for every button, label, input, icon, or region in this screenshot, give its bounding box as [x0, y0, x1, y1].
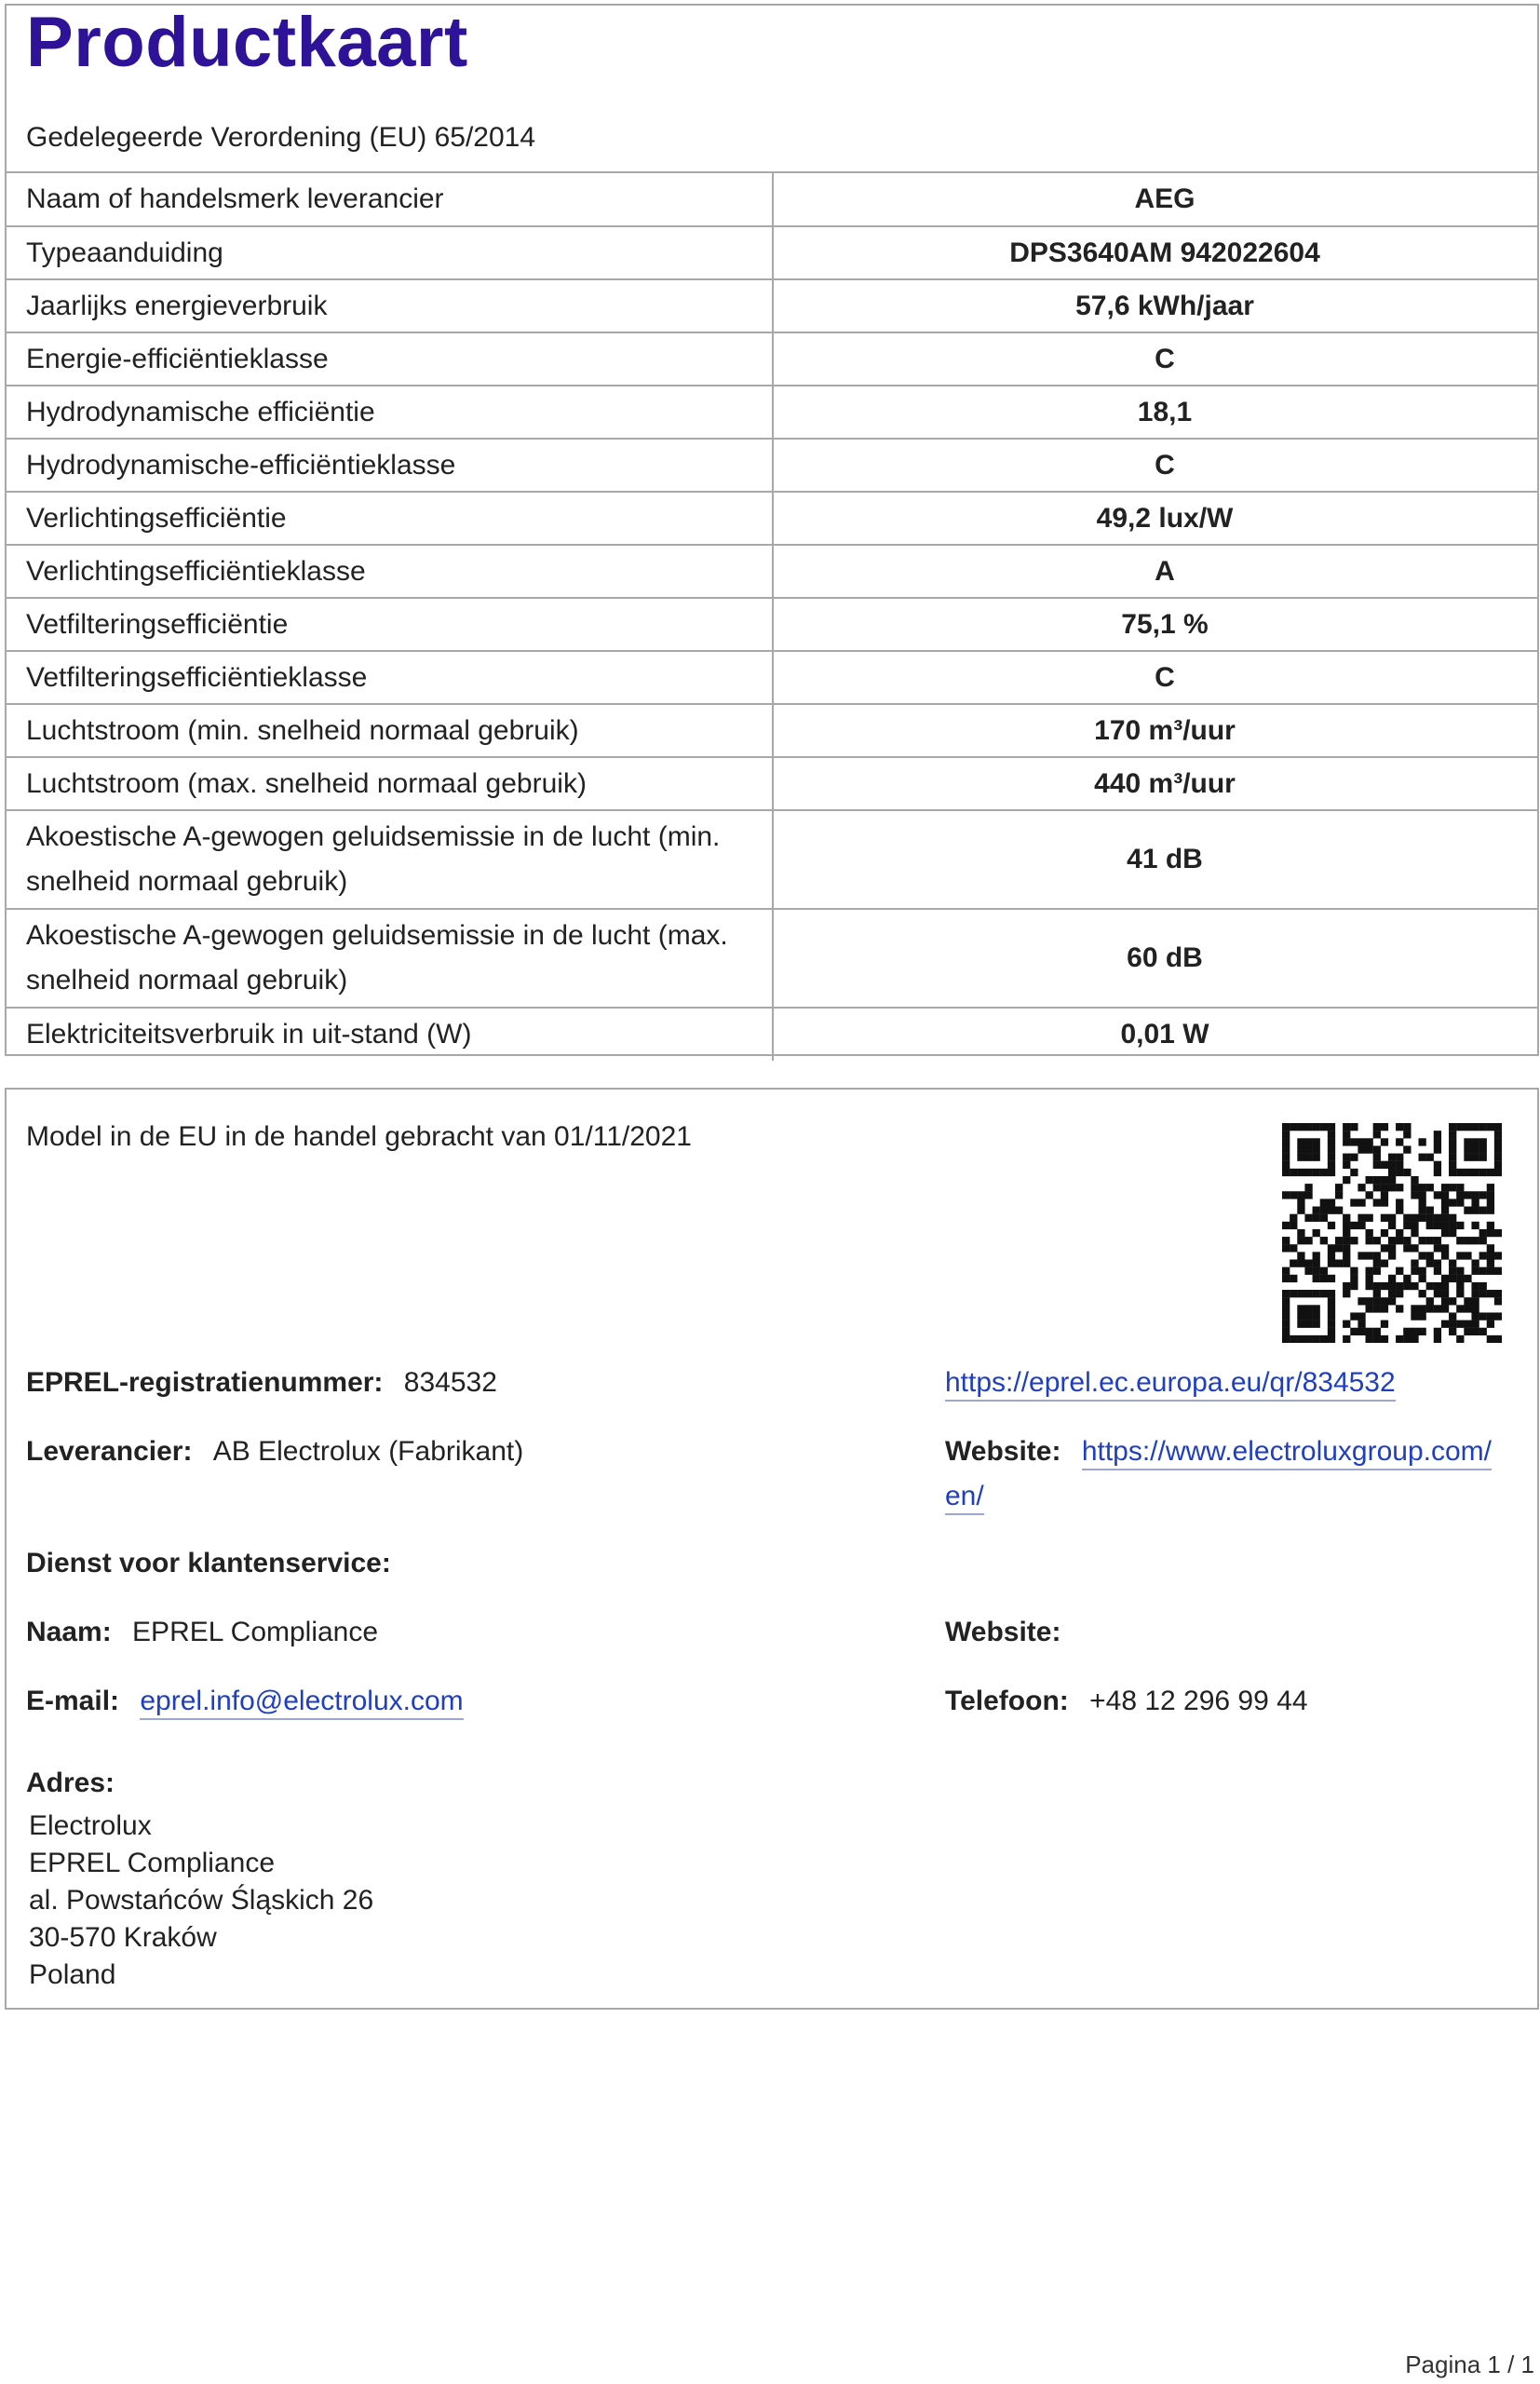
spec-row: [7, 439, 1537, 492]
spec-label: Luchtstroom (max. snelheid normaal gebruik): [7, 757, 773, 810]
spec-label: Elektriciteitsverbruik in uit-stand (W): [7, 1008, 773, 1061]
spec-value: 18,1: [773, 386, 1537, 439]
spec-value: C: [773, 332, 1537, 386]
title-row: [7, 3, 1537, 86]
supplier-label: Leverancier:: [26, 1436, 193, 1467]
regulation-text: Gedelegeerde Verordening (EU) 65/2014: [7, 86, 1537, 173]
spec-row: [7, 173, 1537, 226]
spec-label: Typeaanduiding: [7, 226, 773, 279]
spec-label: Hydrodynamische-efficiëntieklasse: [7, 439, 773, 492]
spec-label: Vetfilteringsefficiëntie: [7, 598, 773, 651]
spec-value: 49,2 lux/W: [773, 492, 1537, 545]
spec-label: Luchtstroom (min. snelheid normaal gebruik): [7, 704, 773, 757]
phone-row: [945, 1686, 1308, 1717]
phone-value: +48 12 296 99 44: [1089, 1686, 1308, 1716]
supplier-row: [26, 1436, 523, 1468]
eprel-url-link[interactable]: https://eprel.ec.europa.eu/qr/834532: [945, 1367, 1396, 1402]
spec-label: Verlichtingsefficiëntie: [7, 492, 773, 545]
customer-service-heading: Dienst voor klantenservice:: [26, 1548, 391, 1578]
address-line: 30-570 Kraków: [29, 1922, 217, 1953]
spec-value: 60 dB: [773, 909, 1537, 1008]
spec-label: Energie-efficiëntieklasse: [7, 332, 773, 386]
spec-row: [7, 492, 1537, 545]
email-link[interactable]: eprel.info@electrolux.com: [140, 1686, 463, 1720]
spec-row: [7, 704, 1537, 757]
spec-row: [7, 226, 1537, 279]
spec-label: Naam of handelsmerk leverancier: [7, 173, 773, 226]
eprel-url-container: [945, 1367, 1396, 1399]
contact-name-row: [26, 1617, 378, 1648]
supplier-website-link-end[interactable]: en/: [945, 1481, 984, 1515]
contact-name-label: Naam:: [26, 1617, 112, 1647]
contact-name-value: EPREL Compliance: [132, 1617, 379, 1647]
customer-service-website-label: Website:: [945, 1617, 1061, 1647]
spec-value: AEG: [773, 173, 1537, 226]
spec-row: [7, 332, 1537, 386]
spec-value: A: [773, 545, 1537, 598]
supplier-website-label: Website:: [945, 1436, 1061, 1467]
spec-value: 170 m³/uur: [773, 704, 1537, 757]
info-box: [5, 1088, 1539, 2010]
spec-row: [7, 757, 1537, 810]
spec-row: [7, 279, 1537, 332]
address-line: Electrolux: [29, 1810, 152, 1841]
spec-row: [7, 810, 1537, 909]
spec-value: 41 dB: [773, 810, 1537, 909]
address-label: Adres:: [26, 1768, 115, 1798]
spec-value: 440 m³/uur: [773, 757, 1537, 810]
spec-row: [7, 1008, 1537, 1061]
spec-value: DPS3640AM 942022604: [773, 226, 1537, 279]
eprel-registration: [26, 1367, 497, 1399]
address-line: al. Powstańców Śląskich 26: [29, 1885, 374, 1916]
product-spec-box: [5, 4, 1539, 1056]
spec-row: [7, 545, 1537, 598]
email-label: E-mail:: [26, 1686, 120, 1716]
address-line: Poland: [29, 1959, 116, 1990]
email-row: [26, 1686, 464, 1717]
model-date-text: Model in de EU in de handel gebracht van 01/11/2021: [26, 1121, 692, 1152]
supplier-value: AB Electrolux (Fabrikant): [212, 1436, 524, 1467]
spec-row: [7, 909, 1537, 1008]
spec-label: Verlichtingsefficiëntieklasse: [7, 545, 773, 598]
supplier-website-continuation: [945, 1481, 984, 1512]
spec-label: Akoestische A-gewogen geluidsemissie in de lucht (max. snelheid normaal gebruik): [7, 909, 773, 1008]
spec-row: [7, 386, 1537, 439]
spec-row: [7, 651, 1537, 704]
spec-label: Hydrodynamische efficiëntie: [7, 386, 773, 439]
phone-label: Telefoon:: [945, 1686, 1069, 1716]
spec-table: [7, 173, 1537, 1061]
qr-code-icon: [1282, 1123, 1502, 1343]
eprel-label: EPREL-registratienummer:: [26, 1367, 384, 1398]
page-number: Pagina 1 / 1: [1405, 2350, 1534, 2378]
spec-value: C: [773, 439, 1537, 492]
page-title: Productkaart: [26, 3, 468, 82]
spec-value: 0,01 W: [1120, 1019, 1209, 1050]
spec-row: [7, 598, 1537, 651]
supplier-website-link[interactable]: https://www.electroluxgroup.com/: [1082, 1436, 1492, 1470]
spec-label: Akoestische A-gewogen geluidsemissie in de lucht (min. snelheid normaal gebruik): [7, 810, 773, 909]
spec-value: C: [773, 651, 1537, 704]
spec-label: Jaarlijks energieverbruik: [7, 279, 773, 332]
supplier-website-row: [945, 1436, 1492, 1468]
spec-value: 75,1 %: [773, 598, 1537, 651]
spec-value: 57,6 kWh/jaar: [773, 279, 1537, 332]
eprel-number: 834532: [403, 1367, 497, 1398]
address-line: EPREL Compliance: [29, 1848, 276, 1878]
spec-label: Vetfilteringsefficiëntieklasse: [7, 651, 773, 704]
